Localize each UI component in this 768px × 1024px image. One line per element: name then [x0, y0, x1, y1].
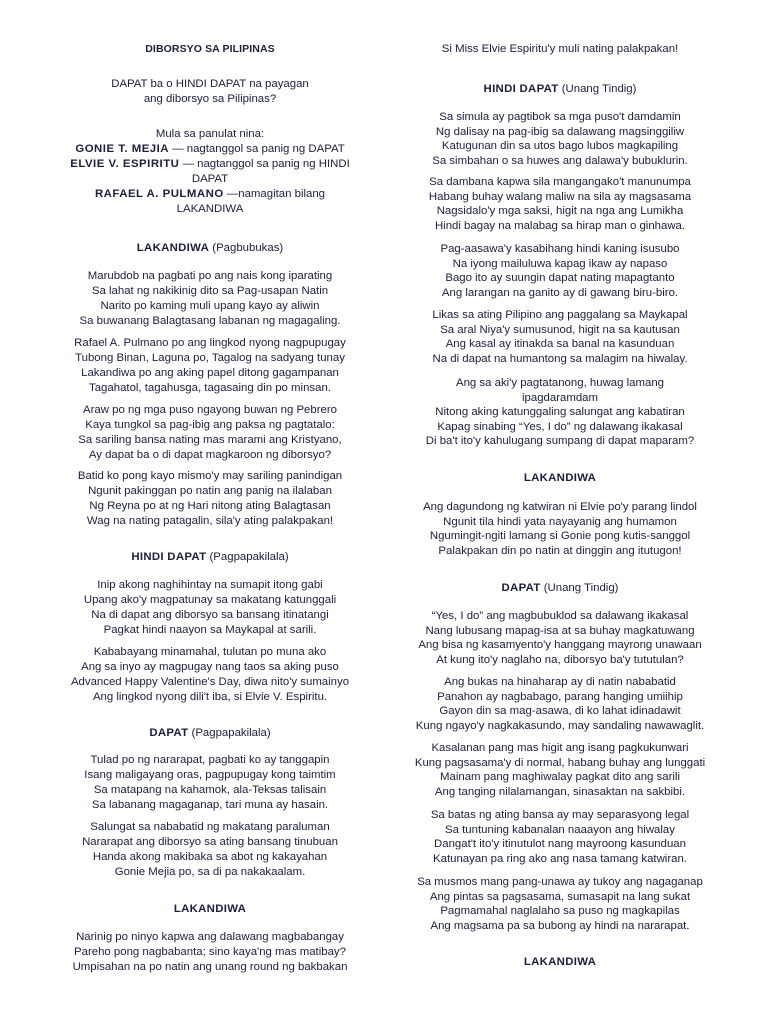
author-role-cont: DAPAT	[191, 173, 229, 185]
verse-line: Sa sariling bansa nating mas marami ang Kristyano,	[78, 434, 342, 446]
author-line	[40, 142, 380, 157]
stanza	[40, 645, 380, 705]
verse-line: Ang pintas sa pagsasama, sumasapit na lang sukat	[429, 890, 691, 903]
verse-line: Ang bukas na hinaharap ay di natin nababatid	[444, 676, 676, 688]
question-line: ang diborsyo sa Pilipinas?	[143, 93, 277, 105]
verse-line: Na iyong mailuluwa kapag ikaw ay napaso	[452, 257, 668, 270]
authors-block	[40, 127, 380, 217]
verse-line: Kung ngayo'y nagkakasundo, may sandaling nawawaglit.	[415, 719, 705, 732]
verse-line: Katugunan din sa utos bago lubos magkapiling	[441, 140, 679, 153]
verse-line: Sa simbahan o sa huwes ang dalawa'y bubuklurin.	[432, 154, 688, 167]
author-name: ELVIE V. ESPIRITU	[70, 158, 180, 170]
verse-line: Gonie Mejia po, sa di pa nakakaalam.	[114, 866, 306, 878]
verse-line: Ng Reyna po at ng Hari nitong ating Balagtasan	[89, 500, 331, 512]
verse-line: Pag-aasawa'y kasabihang hindi kaning isusubo	[440, 243, 680, 255]
verse-line: Narinig po ninyo kapwa ang dalawang magbabangay	[76, 931, 344, 943]
verse-line: Ay dapat ba o di dapat magkaroon ng diborsyo?	[88, 449, 332, 461]
heading-title: HINDI DAPAT	[483, 83, 559, 95]
verse-line: Sa batas ng ating bansa ay may separasyong legal	[430, 809, 690, 821]
verse-line: Ngunit pakinggan po natin ang panig na ilalaban	[88, 485, 332, 497]
heading-title: LAKANDIWA	[136, 242, 210, 254]
author-line	[40, 187, 380, 202]
heading-sub: (Pagpapakilala)	[188, 727, 271, 739]
verse-line: Gayon din sa mag-asawa, di ko lahat idinadawit	[439, 705, 681, 718]
verse-line: Kapag sinabing “Yes, I do” ng dalawang ikakasal	[437, 420, 683, 433]
heading-sub: (Pagbubukas)	[209, 242, 284, 254]
verse-line: Bago ito ay suungin dapat nating mapagtanto	[445, 272, 675, 285]
verse-line: Likas sa ating Pilipino ang paggalang sa Maykapal	[432, 309, 688, 321]
verse-line: Ang sa aki'y pagtatanong, huwag lamang	[456, 377, 664, 389]
author-role: — nagtanggol sa panig ng DAPAT	[169, 143, 345, 155]
author-name: GONIE T. MEJIA	[75, 143, 170, 155]
verse-line: Nararapat ang diborsyo sa ating bansang tinubuan	[82, 836, 338, 848]
author-role: — nagtanggol sa panig ng HINDI	[179, 158, 350, 170]
verse-line: Ngunit tila hindi yata nayayanig ang humamon	[443, 515, 677, 528]
verse-line: Rafael A. Pulmano po ang lingkod nyong nagpupugay	[74, 337, 346, 349]
author-line	[40, 157, 380, 172]
stanza	[40, 269, 380, 329]
document-title: DIBORSYO SA PILIPINAS	[145, 43, 275, 55]
heading-sub: (Pagpapakilala)	[206, 551, 289, 563]
stanza	[395, 242, 725, 300]
verse-line: Kung pagsasama'y di normal, habang buhay ang lunggati	[414, 756, 706, 769]
verse-line: Sa dambana kapwa sila mangangako't manunumpa	[429, 176, 691, 188]
heading-title: DAPAT	[501, 582, 541, 594]
verse-line: Tagahatol, tagahusga, tagasaing din po minsan.	[89, 382, 331, 394]
verse-line: Sa matapang na kahamok, ala-Teksas talisain	[93, 784, 327, 796]
verse-line: Wag na nating patagalin, sila'y ating palakpakan!	[86, 515, 334, 527]
document-title-block	[40, 42, 380, 57]
verse-line: Ngumingit-ngiti lamang si Gonie pong kutis-sanggol	[429, 530, 691, 543]
heading-sub: (Unang Tindig)	[540, 582, 619, 594]
verse-line: Tulad po ng nararapat, pagbati ko ay tanggapin	[90, 754, 330, 766]
stanza	[40, 820, 380, 880]
verse-line: Sa buwanang Balagtasang labanan ng magagaling.	[79, 315, 341, 327]
verse-line: Nang lubusang mapag-isa at sa buhay magkatuwang	[425, 624, 695, 637]
verse-line: Ang larangan na ganito ay di gawang biru-biro.	[441, 286, 679, 299]
verse-line: Pareho pong nagbabanta; sino kaya'ng mas matibay?	[74, 946, 346, 958]
verse-line: Hindi bagay na malabag sa hirap man o ginhawa.	[434, 219, 686, 232]
verse-line: Lakandiwa po ang aking papel ditong gagampanan	[81, 367, 339, 379]
verse-line: At kung ito'y naglaho na, diborsyo ba'y tututulan?	[436, 653, 684, 666]
verse-line: Ang magsama pa sa bubong ay hindi na nararapat.	[430, 919, 690, 932]
verse-line: Mainam pang maghiwalay pagkat dito ang sarili	[440, 771, 680, 784]
stanza	[40, 578, 380, 638]
verse-line: Ng dalisay na pag-ibig sa dalawang magsinggiliw	[435, 125, 685, 138]
stanza	[395, 42, 725, 57]
stanza	[40, 930, 380, 975]
verse-line: Nagsidalo'y mga saksi, higit na nga ang Lumikha	[436, 205, 684, 218]
authors-intro: Mula sa panulat nina:	[155, 128, 265, 140]
verse-line: Advanced Happy Valentine's Day, diwa nito'y sumainyo	[70, 676, 350, 688]
section-heading	[40, 726, 380, 741]
section-heading	[395, 471, 725, 486]
stanza	[395, 308, 725, 366]
verse-line: ipagdaramdam	[522, 391, 598, 404]
verse-line: Pagkat hindi naayon sa Maykapal at sarili.	[103, 624, 317, 636]
verse-line: Salungat sa nababatid ng makatang paraluman	[90, 821, 330, 833]
heading-title: DAPAT	[149, 727, 189, 739]
verse-line: Ang sa inyo ay magpugay nang taos sa aking puso	[81, 661, 339, 673]
stanza	[395, 175, 725, 233]
verse-line: Kasalanan pang mas higit ang isang pagkukunwari	[431, 742, 689, 754]
verse-line: Katunayan pa ring ako ang nasa tamang katwiran.	[433, 852, 687, 865]
stanza	[395, 808, 725, 866]
verse-line: Kaya tungkol sa pag-ibig ang paksa ng pagtatalo:	[85, 419, 335, 431]
verse-line: Si Miss Elvie Espiritu'y muli nating palakpakan!	[441, 43, 679, 55]
question-line: DAPAT ba o HINDI DAPAT na payagan	[111, 78, 309, 90]
verse-line: Di ba't ito'y kahulugang sumpang di dapat maparam?	[425, 435, 695, 448]
verse-line: Sa tuntuning kabanalan naaayon ang hiwalay	[445, 823, 675, 836]
verse-line: Isang maligayang oras, pagpupugay kong taimtim	[84, 769, 336, 781]
verse-line: Palakpakan din po natin at dinggin ang itutugon!	[438, 544, 682, 557]
section-heading	[395, 82, 725, 97]
verse-line: Ang dagundong ng katwiran ni Elvie po'y parang lindol	[423, 501, 697, 513]
heading-title: LAKANDIWA	[523, 472, 597, 484]
verse-line: Sa aral Niya'y sumusunod, higit na sa kautusan	[440, 323, 680, 336]
heading-sub: (Unang Tindig)	[558, 83, 637, 95]
verse-line: Umpisahan na po natin ang unang round ng bakbakan	[72, 961, 348, 973]
section-heading	[395, 581, 725, 596]
verse-line: Na di dapat na humantong sa malagim na hiwalay.	[432, 352, 688, 365]
verse-line: Batid ko pong kayo mismo'y may sariling panindigan	[77, 470, 343, 482]
stanza	[40, 753, 380, 813]
verse-line: Ang bisa ng kasamyento'y hanggang mayrong unawaan	[418, 639, 702, 652]
intro-question	[40, 77, 380, 107]
verse-line: Tubong Binan, Laguna po, Tagalog na sadyang tunay	[75, 352, 345, 364]
verse-line: Kababayang minamahal, tulutan po muna ako	[93, 646, 327, 658]
section-heading	[40, 241, 380, 256]
stanza	[395, 500, 725, 558]
verse-line: Inip akong naghihintay na sumapit itong gabi	[97, 579, 323, 591]
verse-line: Sa labanang magaganap, tari muna ay hasain.	[91, 799, 329, 811]
stanza	[395, 110, 725, 168]
verse-line: Handa akong makibaka sa abot ng kakayahan	[92, 851, 328, 863]
author-name: RAFAEL A. PULMANO	[94, 188, 224, 200]
verse-line: Marubdob na pagbati po ang nais kong iparating	[87, 270, 333, 282]
stanza	[40, 403, 380, 463]
verse-line: Araw po ng mga puso ngayong buwan ng Pebrero	[83, 404, 337, 416]
stanza	[395, 675, 725, 733]
verse-line: “Yes, I do” ang magbubuklod sa dalawang ikakasal	[431, 610, 689, 622]
section-heading	[40, 550, 380, 565]
stanza	[40, 336, 380, 396]
heading-title: LAKANDIWA	[523, 956, 597, 968]
verse-line: Sa simula ay pagtibok sa mga puso't damdamin	[439, 111, 681, 123]
verse-line: Upang ako'y magpatunay sa makatang katunggali	[83, 594, 337, 606]
heading-title: HINDI DAPAT	[131, 551, 207, 563]
stanza	[40, 469, 380, 529]
verse-line: Narito po kaming muli upang kayo ay aliwin	[100, 300, 320, 312]
verse-line: Sa lahat ng nakikinig dito sa Pag-usapan Natin	[91, 285, 329, 297]
verse-line: Panahon ay nagbabago, parang hanging umiihip	[437, 690, 683, 703]
stanza	[395, 376, 725, 449]
verse-line: Na di dapat ang diborsyo sa bansang itinatangi	[91, 609, 329, 621]
section-heading	[395, 955, 725, 970]
verse-line: Sa musmos mang pang-unawa ay tukoy ang nagaganap	[417, 876, 703, 888]
section-heading	[40, 902, 380, 917]
stanza	[395, 741, 725, 799]
verse-line: Pagmamahal naglalaho sa puso ng magkapilas	[440, 905, 680, 918]
heading-title: LAKANDIWA	[173, 903, 247, 915]
verse-line: Habang buhay walang maliw na sila ay magsasama	[428, 190, 692, 203]
stanza	[395, 609, 725, 667]
verse-line: Dangat't ito'y itinutulot nang mayroong kasunduan	[434, 838, 686, 851]
stanza	[395, 875, 725, 933]
verse-line: Nitong aking katunggaling salungat ang kabatiran	[435, 406, 685, 419]
author-role: —namagitan bilang	[223, 188, 326, 200]
verse-line: Ang tanging nilalamangan, sinasaktan na sakbibi.	[434, 785, 686, 798]
verse-line: Ang kasal ay itinakda sa banal na kasunduan	[445, 338, 675, 351]
verse-line: Ang lingkod nyong dili't iba, si Elvie V. Espiritu.	[92, 691, 328, 703]
author-role-cont: LAKANDIWA	[176, 203, 244, 215]
